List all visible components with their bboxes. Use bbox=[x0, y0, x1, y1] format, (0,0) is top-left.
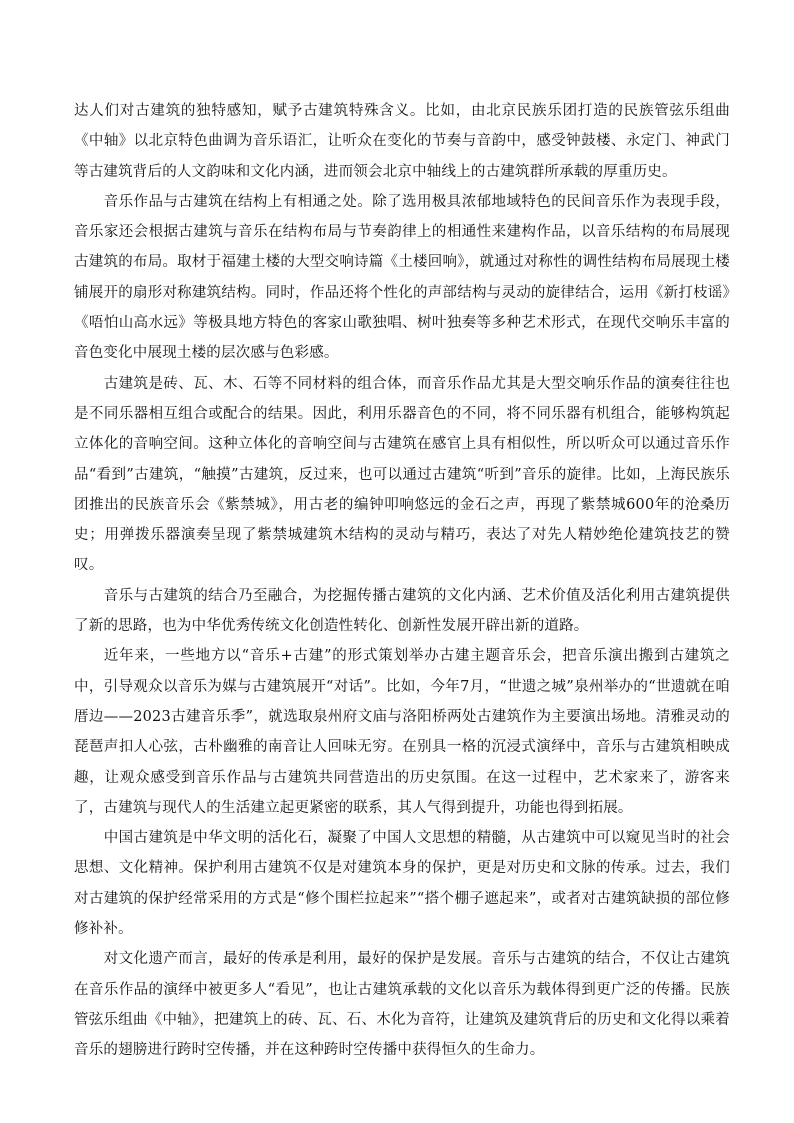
paragraph-5: 近年来，一些地方以“音乐+古建”的形式策划举办古建主题音乐会，把音乐演出搬到古建筑之中，引导观众以音乐为媒与古建筑展开“对话”。比如，今年7月，“世遗之城”泉州举办的“世遗就在咱厝边——2023古建音乐季”，就选取泉州府文庙与洛阳桥两处古建筑作为主要演出场地。清雅灵动的琵琶声扣人心弦，古朴幽雅的南音让人回味无穷。在别具一格的沉浸式演绎中，音乐与古建筑相映成趣，让观众感受到音乐作品与古建筑共同营造出的历史氛围。在这一过程中，艺术家来了，游客来了，古建筑与现代人的生活建立起更紧密的联系，其人气得到提升，功能也得到拓展。 bbox=[74, 648, 730, 816]
paragraph-3: 古建筑是砖、瓦、木、石等不同材料的组合体，而音乐作品尤其是大型交响乐作品的演奏往往也是不同乐器相互组合或配合的结果。因此，利用乐器音色的不同，将不同乐器有机组合，能够构筑起立体化的音响空间。这种立体化的音响空间与古建筑在感官上具有相似性，所以听众可以通过音乐作品“看到”古建筑，“触摸”古建筑，反过来，也可以通过古建筑“听到”音乐的旋律。比如，上海民族乐团推出的民族音乐会《紫禁城》，用古老的编钟叩响悠远的金石之声，再现了紫禁城600年的沧桑历史；用弹拨乐器演奏呈现了紫禁城建筑木结构的灵动与精巧，表达了对先人精妙绝伦建筑技艺的赞叹。 bbox=[74, 375, 730, 574]
paragraph-7: 对文化遗产而言，最好的传承是利用，最好的保护是发展。音乐与古建筑的结合，不仅让古建筑在音乐作品的演绎中被更多人“看见”，也让古建筑承载的文化以音乐为载体得到更广泛的传播。民族管弦乐组曲《中轴》，把建筑上的砖、瓦、石、木化为音符，让建筑及建筑背后的历史和文化得以乘着音乐的翅膀进行跨时空传播，并在这种跨时空传播中获得恒久的生命力。 bbox=[74, 951, 730, 1059]
paragraph-4: 音乐与古建筑的结合乃至融合，为挖掘传播古建筑的文化内涵、艺术价值及活化利用古建筑提供了新的思路，也为中华优秀传统文化创造性转化、创新性发展开辟出新的道路。 bbox=[74, 587, 730, 635]
paragraph-2: 音乐作品与古建筑在结构上有相通之处。除了选用极具浓郁地域特色的民间音乐作为表现手段，音乐家还会根据古建筑与音乐在结构布局与节奏韵律上的相通性来建构作品，以音乐结构的布局展现古建筑的布局。取材于福建土楼的大型交响诗篇《土楼回响》，就通过对称性的调性结构布局展现土楼铺展开的扇形对称建筑结构。同时，作品还将个性化的声部结构与灵动的旋律结合，运用《新打枝谣》《唔怕山高水远》等极具地方特色的客家山歌独唱、树叶独奏等多种艺术形式，在现代交响乐丰富的音色变化中展现土楼的层次感与色彩感。 bbox=[74, 193, 730, 362]
document-body bbox=[74, 96, 730, 1066]
paragraph-1: 达人们对古建筑的独特感知，赋予古建筑特殊含义。比如，由北京民族乐团打造的民族管弦乐组曲《中轴》以北京特色曲调为音乐语汇，让听众在变化的节奏与音韵中，感受钟鼓楼、永定门、神武门等古建筑背后的人文韵味和文化内涵，进而领会北京中轴线上的古建筑群所承载的厚重历史。 bbox=[74, 103, 730, 180]
paragraph-6: 中国古建筑是中华文明的活化石，凝聚了中国人文思想的精髓，从古建筑中可以窥见当时的社会思想、文化精神。保护利用古建筑不仅是对建筑本身的保护，更是对历史和文脉的传承。过去，我们对古建筑的保护经常采用的方式是“修个围栏拉起来”“搭个棚子遮起来”，或者对古建筑缺损的部位修修补补。 bbox=[74, 830, 730, 938]
